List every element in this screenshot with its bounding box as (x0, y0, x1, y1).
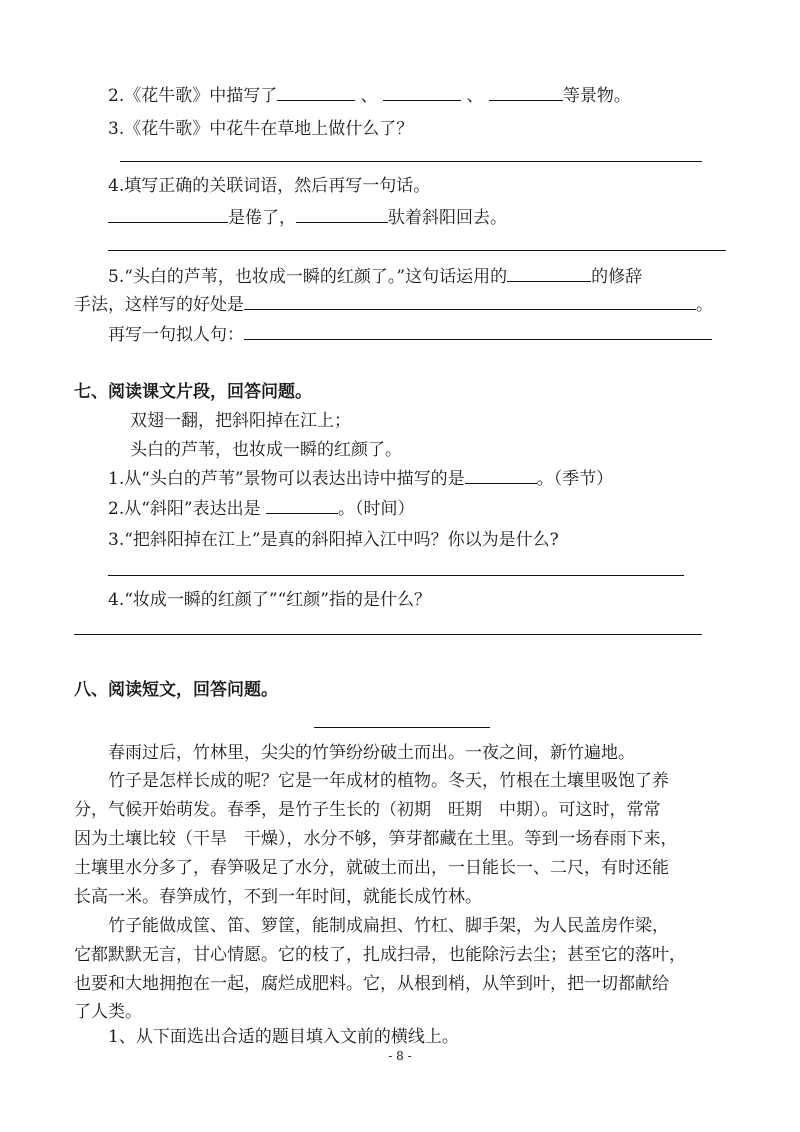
question-3: 3.《花牛歌》中花牛在草地上做什么了？ (108, 119, 414, 139)
answer-blank[interactable] (296, 208, 388, 223)
paragraph-2-line: 因为土壤比较（干旱 干燥），水分不够，笋芽都藏在土里。等到一场春雨下来， (74, 829, 678, 849)
question-4-title: 4.填写正确的关联词语，然后再写一句话。 (108, 176, 431, 196)
page-number: - 8 - (388, 1049, 412, 1063)
answer-blank[interactable] (277, 86, 355, 101)
section-8-question-1: 1、从下面选出合适的题目填入文前的横线上。 (108, 1027, 459, 1047)
section-8-heading: 八、阅读短文，回答问题。 (74, 680, 278, 700)
answer-blank[interactable] (244, 295, 696, 310)
question-5-line2: 手法，这样写的好处是 。 (74, 295, 713, 315)
answer-blank[interactable] (266, 499, 338, 514)
answer-line[interactable] (108, 250, 726, 251)
answer-line[interactable] (74, 634, 702, 635)
question-5-line3: 再写一句拟人句： (108, 323, 712, 347)
question-5-line1: 5.“头白的芦苇，也妆成一瞬的红颜了。”这句话运用的 的修辞 (108, 267, 643, 287)
question-4-sentence: 是倦了， 驮着斜阳回去。 (108, 206, 507, 230)
answer-blank[interactable] (465, 469, 537, 484)
answer-blank[interactable] (489, 86, 563, 101)
answer-blank[interactable] (108, 208, 228, 223)
answer-blank[interactable] (383, 86, 461, 101)
poem-line-1: 双翅一翻，把斜阳掉在江上； (130, 411, 351, 431)
answer-blank[interactable] (244, 325, 712, 340)
section-7-question-3: 3.“把斜阳掉在江上”是真的斜阳掉入江中吗？你以为是什么? (108, 530, 559, 550)
paragraph-3-line: 了人类。 (74, 1002, 142, 1022)
paragraph-3-line: 竹子能做成筐、笛、箩筐，能制成扁担、竹杠、脚手架，为人民盖房作梁， (108, 916, 669, 936)
paragraph-2-line: 竹子是怎样长成的呢？它是一年成材的植物。冬天，竹根在土壤里吸饱了养 (108, 771, 669, 791)
paragraph-2-line: 长高一米。春笋成竹，不到一年时间，就能长成竹林。 (74, 887, 482, 907)
section-7-question-1: 1.从“头白的芦苇”景物可以表达出诗中描写的是 。（季节） (108, 469, 614, 489)
title-blank-line[interactable] (314, 727, 490, 728)
section-7-question-4: 4.“妆成一瞬的红颜了”“红颜”指的是什么？ (108, 590, 431, 610)
answer-line[interactable] (108, 575, 684, 576)
poem-line-2: 头白的芦苇，也妆成一瞬的红颜了。 (130, 440, 402, 460)
paragraph-2-line: 分，气候开始萌发。春季，是竹子生长的（初期 旺期 中期）。可这时，常常 (74, 800, 661, 820)
section-7-heading: 七、阅读课文片段，回答问题。 (74, 382, 312, 402)
section-7-question-2: 2.从“斜阳”表达出是 。（时间） (108, 499, 415, 519)
paragraph-1: 春雨过后，竹林里，尖尖的竹笋纷纷破土而出。一夜之间，新竹遍地。 (108, 743, 635, 763)
answer-line[interactable] (120, 161, 702, 162)
question-2: 2.《花牛歌》中描写了 、 、 等景物。 (108, 86, 631, 106)
paragraph-2-line: 土壤里水分多了，春笋吸足了水分，就破土而出，一日能长一、二尺，有时还能 (74, 858, 669, 878)
paragraph-3-line: 它都默默无言，甘心情愿。它的枝了，扎成扫帚，也能除污去尘；甚至它的落叶， (74, 945, 686, 965)
paragraph-3-line: 也要和大地拥抱在一起，腐烂成肥料。它，从根到梢，从竿到叶，把一切都献给 (74, 974, 669, 994)
answer-blank[interactable] (507, 267, 591, 282)
